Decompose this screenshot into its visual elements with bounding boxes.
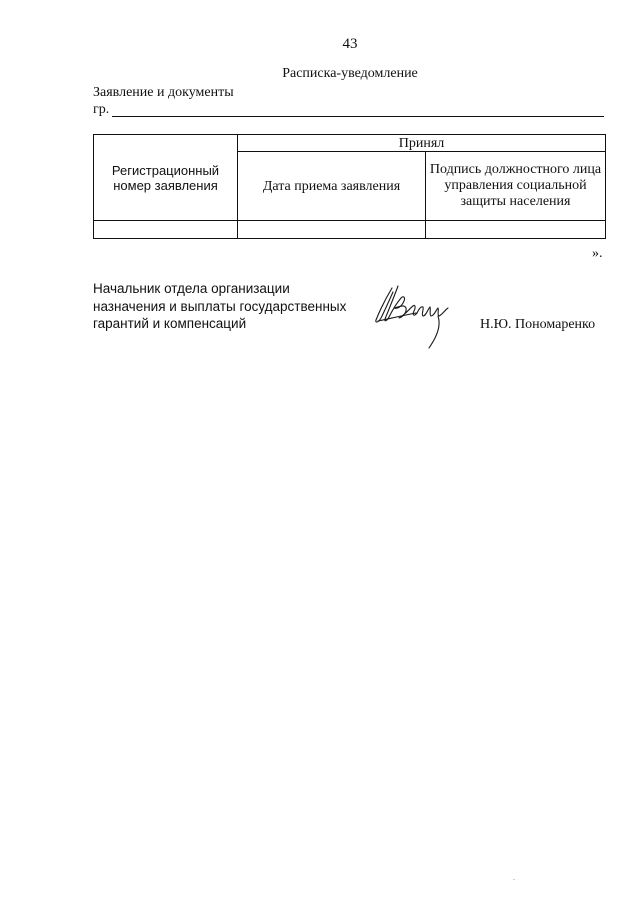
date-cell [238, 221, 426, 239]
table-header-row [94, 135, 606, 152]
official-position-line-3: гарантий и компенсаций [93, 316, 247, 331]
statement-label: Заявление и документы [93, 85, 234, 100]
official-position-line-2: назначения и выплаты государственных [93, 298, 347, 314]
handwritten-signature [372, 282, 458, 350]
document-title: Расписка-уведомление [282, 66, 418, 81]
citizen-field [93, 101, 604, 119]
scan-speck [513, 879, 515, 880]
page-number: 43 [342, 36, 358, 52]
signature-cell [426, 221, 606, 239]
table-row [94, 221, 606, 239]
accepted-header: Принял [238, 135, 606, 152]
signer-name: Н.Ю. Пономаренко [480, 317, 596, 332]
receipt-table [93, 134, 606, 239]
signature-header: Подпись должностного лица управления социальной защиты населения [426, 152, 606, 221]
closing-quote: ». [592, 246, 603, 261]
citizen-underline [112, 116, 604, 117]
citizen-label: гр. [93, 102, 110, 117]
registration-number-header: Регистрационный номер заявления [94, 135, 238, 221]
date-header: Дата приема заявления [238, 152, 426, 221]
official-position [93, 280, 346, 333]
registration-number-cell [94, 221, 238, 239]
official-position-line-1: Начальник отдела организации [93, 281, 290, 296]
